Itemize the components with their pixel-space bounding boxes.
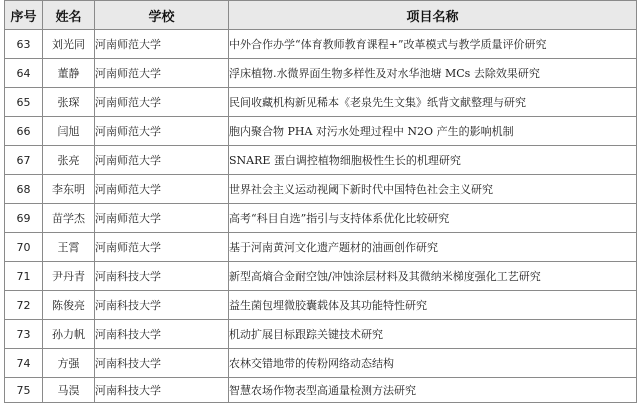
table-row <box>5 378 637 403</box>
row-number: 63 <box>5 30 43 59</box>
header-project: 项目名称 <box>229 1 637 30</box>
row-number: 71 <box>5 262 43 291</box>
row-number: 66 <box>5 117 43 146</box>
person-name: 陈俊亮 <box>43 291 95 320</box>
project-title: 世界社会主义运动视阈下新时代中国特色社会主义研究 <box>229 175 637 204</box>
school-name: 河南师范大学 <box>95 146 229 175</box>
row-number: 70 <box>5 233 43 262</box>
header-row <box>5 1 637 30</box>
person-name: 董静 <box>43 59 95 88</box>
project-title: 智慧农场作物表型高通量检测方法研究 <box>229 378 637 403</box>
project-title: 机动扩展目标跟踪关键技术研究 <box>229 320 637 349</box>
school-name: 河南师范大学 <box>95 88 229 117</box>
table-row <box>5 349 637 378</box>
school-name: 河南师范大学 <box>95 175 229 204</box>
header-school: 学校 <box>95 1 229 30</box>
table-row <box>5 320 637 349</box>
row-number: 68 <box>5 175 43 204</box>
row-number: 64 <box>5 59 43 88</box>
row-number: 69 <box>5 204 43 233</box>
project-title: 农林交错地带的传粉网络动态结构 <box>229 349 637 378</box>
school-name: 河南师范大学 <box>95 117 229 146</box>
person-name: 张琛 <box>43 88 95 117</box>
table-row <box>5 59 637 88</box>
row-number: 65 <box>5 88 43 117</box>
project-title: 新型高熵合金耐空蚀/冲蚀涂层材料及其微纳米梯度强化工艺研究 <box>229 262 637 291</box>
row-number: 74 <box>5 349 43 378</box>
table-row <box>5 146 637 175</box>
project-title: SNARE 蛋白调控植物细胞极性生长的机理研究 <box>229 146 637 175</box>
school-name: 河南科技大学 <box>95 378 229 403</box>
school-name: 河南科技大学 <box>95 349 229 378</box>
row-number: 73 <box>5 320 43 349</box>
row-number: 67 <box>5 146 43 175</box>
table-row <box>5 262 637 291</box>
project-title: 民间收藏机构新见稀本《老泉先生文集》纸背文献整理与研究 <box>229 88 637 117</box>
person-name: 王霄 <box>43 233 95 262</box>
person-name: 苗学杰 <box>43 204 95 233</box>
person-name: 方强 <box>43 349 95 378</box>
table-row <box>5 204 637 233</box>
table-header <box>5 1 637 30</box>
person-name: 马淏 <box>43 378 95 403</box>
row-number: 75 <box>5 378 43 403</box>
school-name: 河南科技大学 <box>95 320 229 349</box>
person-name: 孙力帆 <box>43 320 95 349</box>
project-title: 高考“科目自选”指引与支持体系优化比较研究 <box>229 204 637 233</box>
project-title: 益生菌包埋微胶囊载体及其功能特性研究 <box>229 291 637 320</box>
person-name: 刘光同 <box>43 30 95 59</box>
project-title: 基于河南黄河文化遗产题材的油画创作研究 <box>229 233 637 262</box>
table-row <box>5 117 637 146</box>
person-name: 李东明 <box>43 175 95 204</box>
person-name: 尹丹青 <box>43 262 95 291</box>
table-body <box>5 30 637 403</box>
school-name: 河南科技大学 <box>95 262 229 291</box>
table-row <box>5 233 637 262</box>
school-name: 河南师范大学 <box>95 30 229 59</box>
header-no: 序号 <box>5 1 43 30</box>
table-row <box>5 88 637 117</box>
school-name: 河南师范大学 <box>95 59 229 88</box>
table-row <box>5 30 637 59</box>
person-name: 张亮 <box>43 146 95 175</box>
school-name: 河南师范大学 <box>95 233 229 262</box>
project-title: 中外合作办学“体育教师教育课程+”改革模式与教学质量评价研究 <box>229 30 637 59</box>
project-title: 胞内聚合物 PHA 对污水处理过程中 N2O 产生的影响机制 <box>229 117 637 146</box>
project-title: 浮床植物.水微界面生物多样性及对水华池塘 MCs 去除效果研究 <box>229 59 637 88</box>
header-name: 姓名 <box>43 1 95 30</box>
school-name: 河南师范大学 <box>95 204 229 233</box>
person-name: 闫旭 <box>43 117 95 146</box>
table-row <box>5 175 637 204</box>
project-table <box>4 0 637 403</box>
row-number: 72 <box>5 291 43 320</box>
school-name: 河南科技大学 <box>95 291 229 320</box>
table-row <box>5 291 637 320</box>
